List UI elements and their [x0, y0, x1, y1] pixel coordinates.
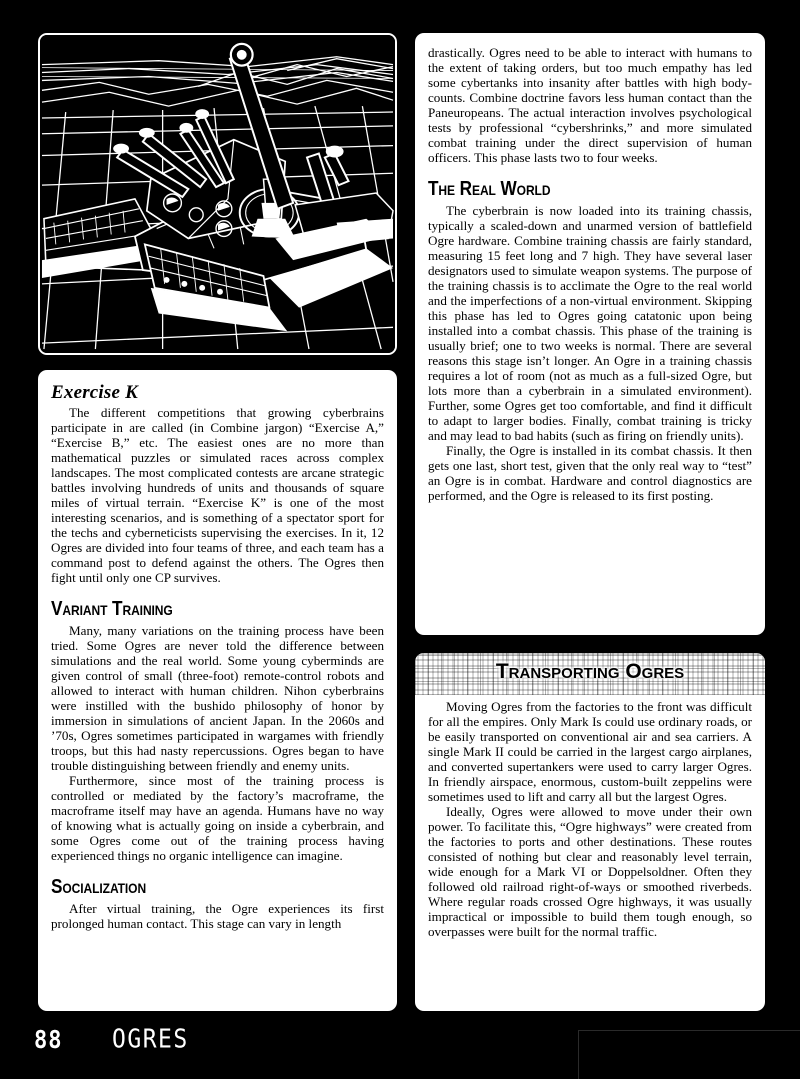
section-heading-transporting-ogres: Transporting Ogres — [495, 660, 685, 683]
paragraph: The cyberbrain is now loaded into its training chassis, typically a scaled-down and unarmed version of battlefield Ogre hardware. Combine training chassis are fairly standard, measuring 15 feet long and 7 high. They have several laser designators used to simulate weapon systems. The purpose of the training chassis is to acclimate the Ogre to the real world and the imperfections of a non-virtual environment. Skipping this phase has led to Ogres going catatonic upon being installed into a combat chassis. This phase of the training is usually brief; one to two weeks is normal. There are several reasons this stage isn’t longer. An Ogre in a training chassis requires a lot of room (not as much as a full-sized Ogre, but lots more than a cyberbrain in a simulated environment). Further, some Ogres get too comfortable, and find it difficult to adapt to larger bodies. Finally, combat training is tricky and may lead to bad habits (such as firing on friendly units). — [428, 203, 752, 443]
paragraph: The different competitions that growing cyberbrains participate in are called (in Combine jargon) “Exercise A,” “Exercise B,” etc. The easiest ones are no more than mathematical puzzles or simulated races across complex landscapes. The most complicated contests are arcane strategic battles involving hundreds of units and thousands of square miles of virtual terrain. “Exercise K” is one of the most interesting scenarios, and is something of a spectator sport for the techs and cyberneticists supervising the exercises. In it, 12 Ogres are divided into four teams of three, and each team has a command post to defend against the others. The Ogres then fight until only one CP survives. — [51, 405, 384, 585]
left-text-panel — [38, 370, 397, 1011]
illustration-panel — [38, 33, 397, 355]
paragraph: Many, many variations on the training process have been tried. Some Ogres are never told the difference between simulations and the real world. Some young cyberminds are given control of small (three-foot) remote-control robots and allowed to interact with human children. Nihon cyberbrains were instilled with the bushido philosophy of honor by immersion in simulations of ancient Japan. In the 2060s and ’70s, Ogres sometimes participated in wargames with friendly troops, but this had nasty repercussions. Ogres began to have trouble distinguishing between friendly and enemy units. — [51, 623, 384, 773]
paragraph: Ideally, Ogres were allowed to move under their own power. To facilitate this, “Ogre highways” were created from the factories to ports and other destinations. These routes consisted of nothing but clear and reasonably level terrain, wide enough for a Mark VI or Doppelsoldner. Often they followed old railroad right-of-ways or smoothed riverbeds. Where regular roads crossed Ogre highways, it was usually impractical or impossible to build them tough enough, so overpasses were built for the normal traffic. — [428, 804, 752, 939]
paragraph: Moving Ogres from the factories to the front was difficult for all the empires. Only Mark Is could use ordinary roads, or be easily transported on conventional air and sea carriers. A single Mark II could be carried in the largest cargo airplanes, and converted supertankers were used to carry larger Ogres. In friendly airspace, enormous, custom-built zeppelins were sometimes used to lift and carry all but the largest Ogres. — [428, 699, 752, 804]
paragraph: After virtual training, the Ogre experiences its first prolonged human contact. This stage can vary in length — [51, 901, 384, 931]
footer-vertical-rule — [578, 1030, 579, 1079]
running-head: OGRES — [112, 1025, 189, 1055]
boxed-header-background — [415, 653, 765, 695]
ogre-cybertank-wireframe-icon — [40, 35, 395, 353]
section-heading-variant-training: Variant Training — [51, 598, 173, 620]
sidebar-title: Exercise K — [51, 382, 138, 403]
page-number: 88 — [34, 1026, 63, 1055]
paragraph: Furthermore, since most of the training process is controlled or mediated by the factory’s macroframe, the macroframe itself may have an agenda. Humans have no way of knowing what is actually going on inside a cyberbrain, and some Ogres come out of the training process having experienced things no organic intelligence can imagine. — [51, 773, 384, 863]
section-heading-socialization: Socialization — [51, 876, 147, 898]
paragraph: Finally, the Ogre is installed in its combat chassis. It then gets one last, short test, given that the only real way to “test” an Ogre is in combat. Hardware and control diagnostics are performed, and the Ogre is released to its first posting. — [428, 443, 752, 503]
paragraph: drastically. Ogres need to be able to interact with humans to the extent of taking orders, but too much empathy has led some cybertanks into insanity after battles with high body-counts. Combine doctrine favors less human contact than the Paneuropeans. The actual interaction involves psychological tests by professional “cybershrinks,” and more simulated combat training under the direct supervision of human officers. This phase lasts two to four weeks. — [428, 45, 752, 165]
section-heading-the-real-world: The Real World — [428, 178, 551, 200]
transporting-ogres-panel — [415, 653, 765, 1011]
footer-horizontal-rule — [578, 1030, 800, 1031]
right-top-text-panel — [415, 33, 765, 635]
